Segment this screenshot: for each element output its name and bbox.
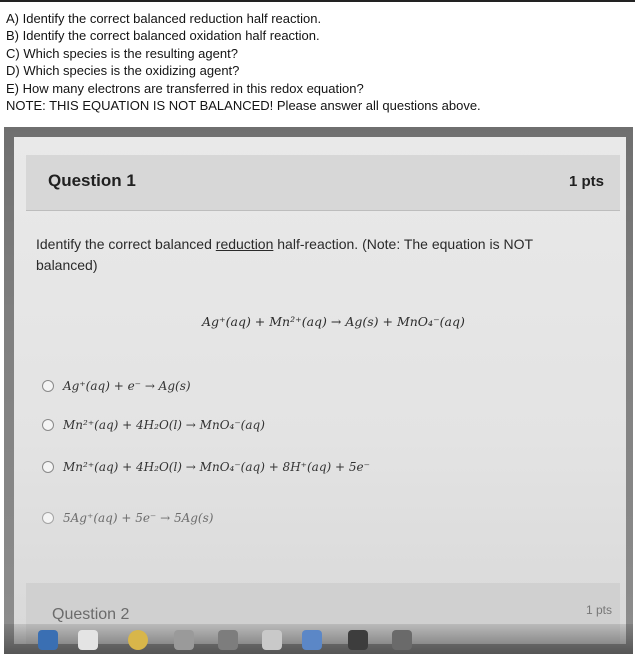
instructions-block [6, 10, 626, 114]
dock [4, 624, 633, 654]
answer-choice-3[interactable] [42, 460, 370, 474]
photos-icon[interactable] [174, 630, 194, 650]
question-2-points: 1 pts [585, 603, 612, 617]
question-1-prompt [36, 234, 596, 276]
airplay-icon[interactable] [392, 630, 412, 650]
calendar-icon[interactable] [78, 630, 98, 650]
instruction-line-c: C) Which species is the resulting agent? [6, 45, 238, 61]
answer-choice-1-label: Ag⁺(aq) + e⁻ → Ag(s) [63, 379, 191, 393]
answer-choice-1[interactable] [42, 379, 191, 393]
instruction-line-d: D) Which species is the oxidizing agent? [6, 63, 240, 79]
reaction-equation: Ag⁺(aq) + Mn²⁺(aq) → Ag(s) + MnO₄⁻(aq) [202, 314, 465, 329]
chrome-icon[interactable] [128, 630, 148, 650]
radio-button-icon[interactable] [42, 461, 54, 473]
answer-choice-4[interactable] [42, 511, 213, 525]
app-store-icon[interactable] [218, 630, 238, 650]
dropbox-icon[interactable] [302, 630, 322, 650]
prompt-text-end: half-reaction. (Note: The equation is NOT balanced) [36, 236, 533, 273]
radio-button-icon[interactable] [42, 419, 54, 431]
prompt-text-start: Identify the correct balanced [36, 236, 216, 252]
question-1-points: 1 pts [568, 173, 604, 190]
answer-choice-2[interactable] [42, 418, 265, 432]
radio-button-icon[interactable] [42, 380, 54, 392]
instruction-note: NOTE: THIS EQUATION IS NOT BALANCED! Please answer all questions above. [6, 98, 481, 114]
question-1-title: Question 1 [48, 171, 136, 190]
instruction-line-a: A) Identify the correct balanced reduction half reaction. [6, 11, 322, 26]
question-1-header [26, 155, 620, 211]
radio-button-icon[interactable] [42, 512, 54, 524]
answer-choice-2-label: Mn²⁺(aq) + 4H₂O(l) → MnO₄⁻(aq) [63, 418, 265, 432]
font-book-icon[interactable] [262, 630, 282, 650]
question-1-body [26, 211, 620, 581]
notes-icon[interactable] [348, 630, 368, 650]
question-2-title: Question 2 [52, 606, 130, 623]
quiz-page [14, 137, 626, 644]
screen-photo [4, 127, 633, 654]
answer-choice-3-label: Mn²⁺(aq) + 4H₂O(l) → MnO₄⁻(aq) + 8H⁺(aq) + 5e⁻ [63, 460, 370, 474]
instruction-line-e: E) How many electrons are transferred in this redox equation? [6, 80, 364, 96]
finder-icon[interactable] [38, 630, 58, 650]
answer-choice-4-label: 5Ag⁺(aq) + 5e⁻ → 5Ag(s) [63, 511, 214, 525]
top-divider [0, 0, 635, 2]
prompt-underlined-word: reduction [215, 236, 274, 252]
instruction-line-b: B) Identify the correct balanced oxidation half reaction. [6, 28, 320, 44]
